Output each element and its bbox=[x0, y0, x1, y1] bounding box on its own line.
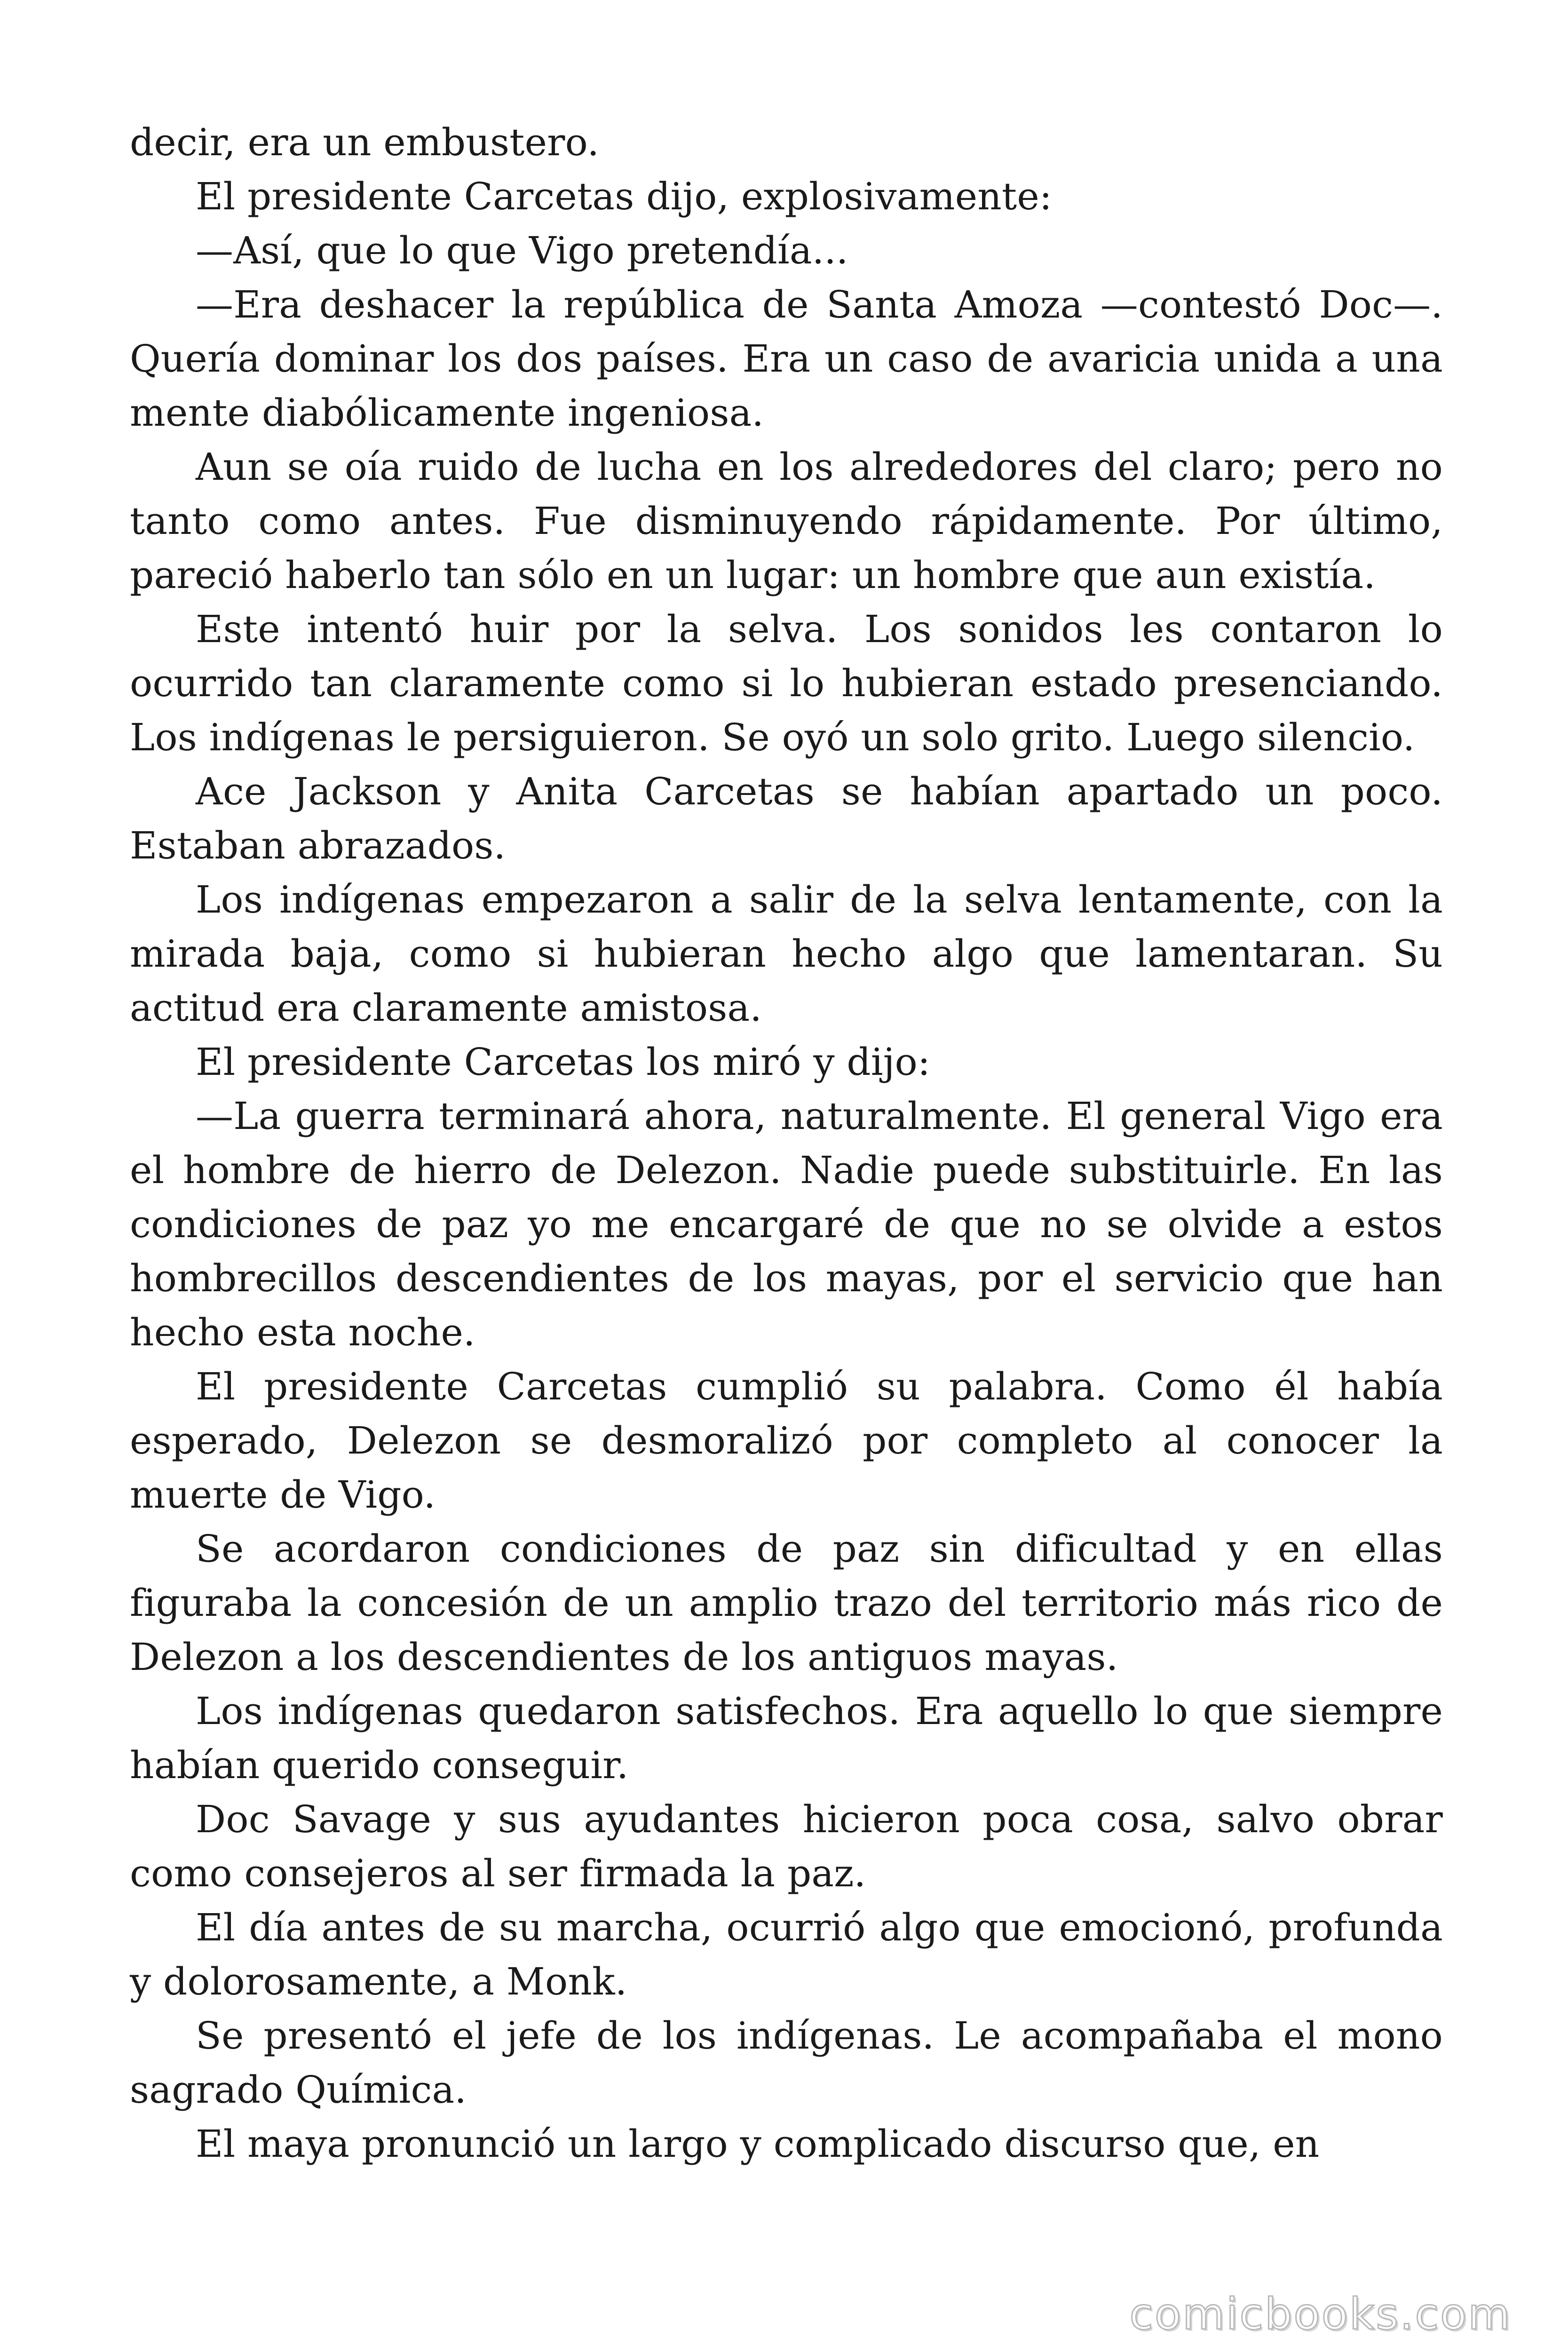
paragraph: Aun se oía ruido de lucha en los alrededores del claro; pero no tanto como antes. Fue disminuyendo rápidamente. Por último, pareció haberlo tan sólo en un lugar: un hombre que aun existía. bbox=[130, 445, 1443, 597]
paragraph: Doc Savage y sus ayudantes hicieron poca cosa, salvo obrar como consejeros al ser firmada la paz. bbox=[130, 1797, 1443, 1895]
paragraph: Se presentó el jefe de los indígenas. Le acompañaba el mono sagrado Química. bbox=[130, 2014, 1443, 2112]
paragraph: El presidente Carcetas los miró y dijo: bbox=[196, 1040, 931, 1084]
paragraph: decir, era un embustero. bbox=[130, 120, 600, 164]
paragraph: El presidente Carcetas dijo, explosivamente: bbox=[196, 175, 1053, 218]
paragraph: El presidente Carcetas cumplió su palabra. Como él había esperado, Delezon se desmoralizó por completo al conocer la muerte de Vigo. bbox=[130, 1365, 1443, 1517]
paragraph: Ace Jackson y Anita Carcetas se habían apartado un poco. Estaban abrazados. bbox=[130, 770, 1443, 867]
paragraph: Se acordaron condiciones de paz sin dificultad y en ellas figuraba la concesión de un amplio trazo del territorio más rico de Delezon a los descendientes de los antiguos mayas. bbox=[130, 1527, 1443, 1679]
paragraph: El día antes de su marcha, ocurrió algo que emocionó, profunda y dolorosamente, a Monk. bbox=[130, 1906, 1443, 2003]
paragraph: —La guerra terminará ahora, naturalmente. El general Vigo era el hombre de hierro de Delezon. Nadie puede substituirle. En las condiciones de paz yo me encargaré de que no se olvide a estos hombrecillos descendientes de los mayas, por el servicio que han hecho esta noche. bbox=[130, 1094, 1443, 1354]
body-text bbox=[130, 115, 1443, 2171]
watermark: comicbooks.com bbox=[1129, 2289, 1512, 2339]
paragraph: El maya pronunció un largo y complicado discurso que, en bbox=[196, 2122, 1320, 2166]
paragraph: —Así, que lo que Vigo pretendía... bbox=[196, 229, 848, 272]
paragraph: Los indígenas empezaron a salir de la selva lentamente, con la mirada baja, como si hubieran hecho algo que lamentaran. Su actitud era claramente amistosa. bbox=[130, 878, 1443, 1030]
paragraph: Este intentó huir por la selva. Los sonidos les contaron lo ocurrido tan claramente como si lo hubieran estado presenciando. Los indígenas le persiguieron. Se oyó un solo grito. Luego silencio. bbox=[130, 607, 1443, 759]
paragraph: —Era deshacer la república de Santa Amoza —contestó Doc—. Quería dominar los dos países. Era un caso de avaricia unida a una mente diabólicamente ingeniosa. bbox=[130, 283, 1443, 435]
paragraph: Los indígenas quedaron satisfechos. Era aquello lo que siempre habían querido conseguir. bbox=[130, 1689, 1443, 1787]
